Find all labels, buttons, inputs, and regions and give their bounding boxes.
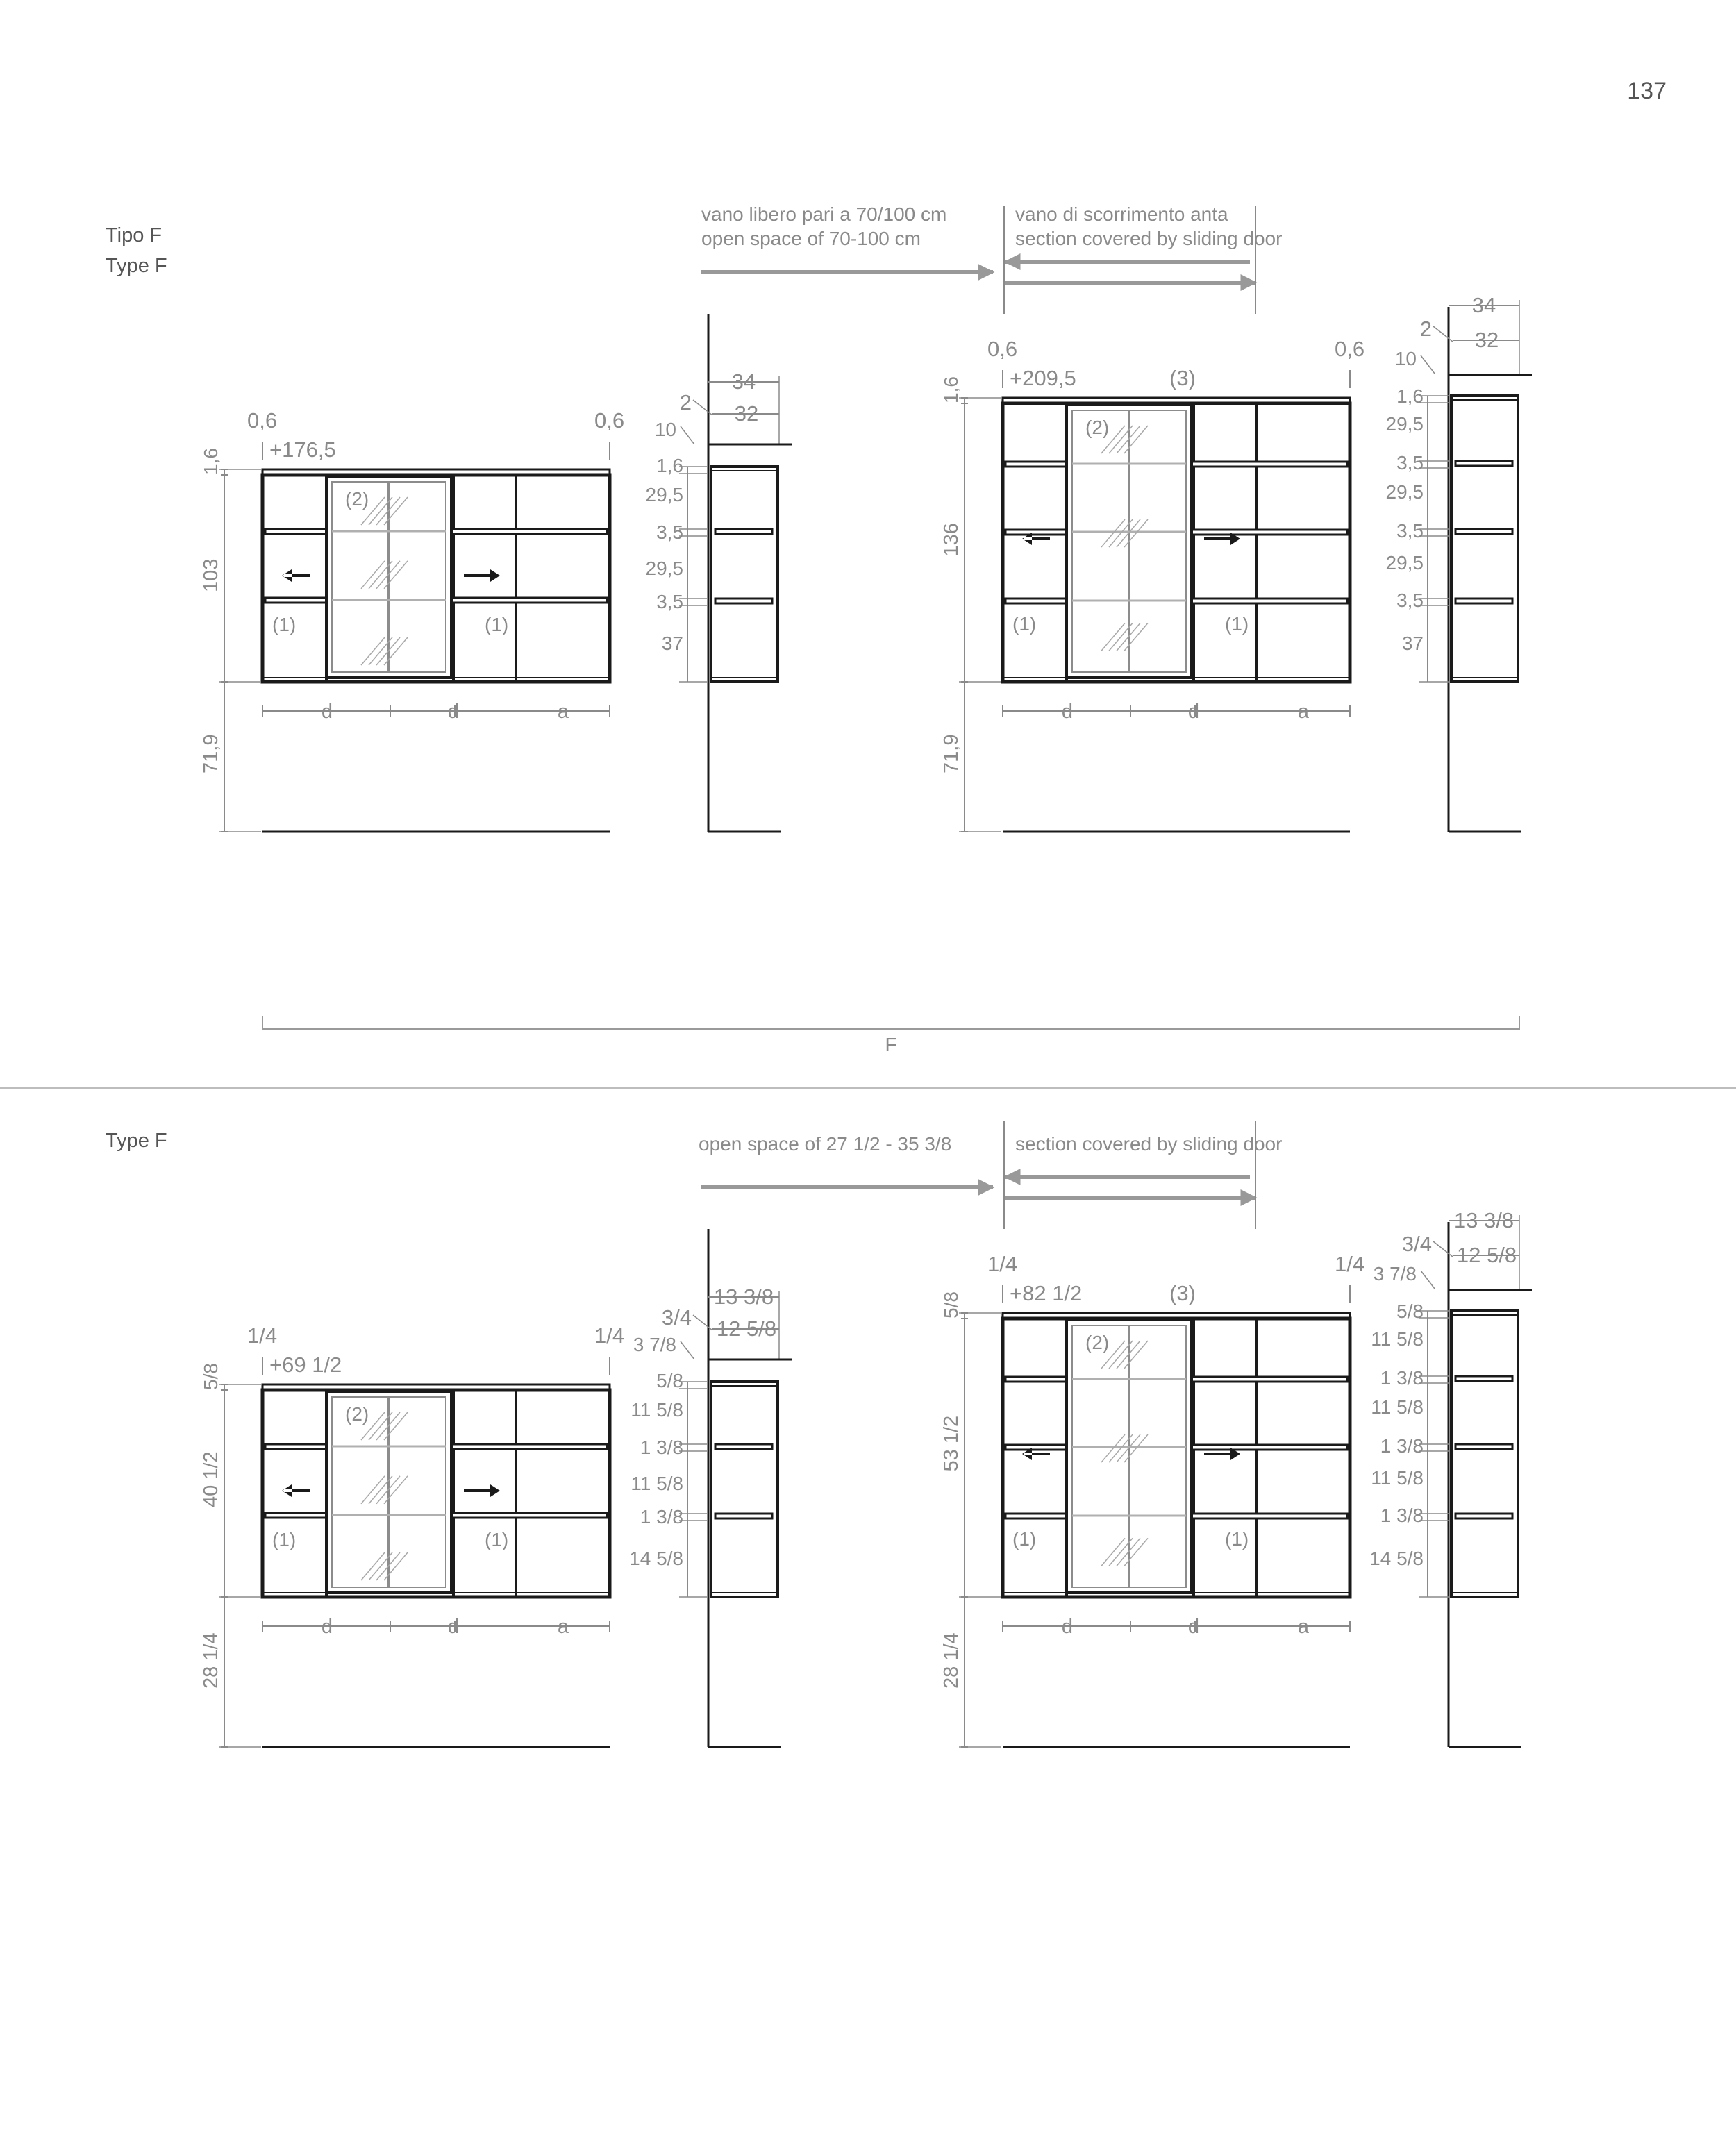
side-row-dimension-2: 11 5/8 xyxy=(631,1399,683,1421)
open-space-note-it: vano libero pari a 70/100 cm xyxy=(701,203,947,225)
side-row-dimension-3: 1 3/8 xyxy=(640,1437,683,1458)
side-shelf-2 xyxy=(715,1514,772,1518)
width-label-d1: d xyxy=(321,1616,333,1638)
leg-height-dimension: 28 1/4 xyxy=(200,1632,222,1689)
depth-outer-value: 13 3/8 xyxy=(713,1284,774,1309)
side-row-dimension-3: 3,5 xyxy=(1396,452,1424,474)
back-offset-leader xyxy=(1433,1241,1453,1257)
top-thickness-dimension: 5/8 xyxy=(200,1363,222,1390)
leg-height-dimension: 71,9 xyxy=(200,734,222,773)
overall-height: +69 1/2 xyxy=(269,1353,342,1377)
note-marker-3: (3) xyxy=(1169,366,1196,390)
depth-inner-value: 12 5/8 xyxy=(716,1316,777,1341)
top-right-offset: 0,6 xyxy=(1335,337,1365,361)
top-gap-value: 3 7/8 xyxy=(1373,1263,1417,1284)
side-row-dimension-6: 29,5 xyxy=(1385,552,1424,574)
side-row-dimension-7: 1 3/8 xyxy=(1380,1505,1424,1526)
depth-outer-value: 34 xyxy=(1471,293,1496,317)
side-carcass xyxy=(711,1382,778,1597)
top-gap-leader xyxy=(681,426,694,444)
side-row-dimension-6: 14 5/8 xyxy=(629,1548,683,1569)
side-shelf-3 xyxy=(1455,599,1512,603)
top-left-offset: 0,6 xyxy=(247,408,278,433)
back-offset-leader xyxy=(693,400,712,415)
width-label-d2: d xyxy=(1187,701,1200,723)
side-row-dimension-4: 11 5/8 xyxy=(1371,1396,1424,1418)
glass-door-label: (2) xyxy=(1085,417,1110,438)
front-elevation-large xyxy=(940,337,1364,832)
sliding-note-imperial: section covered by sliding door xyxy=(1015,1133,1283,1155)
compartment-label-left: (1) xyxy=(272,614,297,635)
glass-door-label: (2) xyxy=(345,488,369,510)
top-gap-value: 10 xyxy=(1394,348,1417,369)
side-row-dimension-8: 37 xyxy=(1401,633,1424,654)
body-height-dimension: 40 1/2 xyxy=(200,1451,222,1507)
side-carcass xyxy=(1451,1311,1518,1597)
compartment-label-right: (1) xyxy=(1225,613,1249,635)
overall-height: +176,5 xyxy=(269,437,336,462)
top-thickness-dimension: 1,6 xyxy=(940,376,962,403)
open-space-note-en: open space of 70-100 cm xyxy=(701,228,921,249)
heading-type-f-imperial: Type F xyxy=(106,1130,167,1152)
body-height-dimension: 136 xyxy=(940,523,962,557)
back-offset-leader xyxy=(693,1315,712,1330)
side-row-dimension-1: 1,6 xyxy=(1396,385,1424,407)
top-gap-leader xyxy=(1421,355,1435,374)
side-shelf-2 xyxy=(1455,529,1512,534)
side-row-dimension-1: 1,6 xyxy=(656,455,683,476)
heading-type-f: Type F xyxy=(106,255,167,277)
top-left-offset: 0,6 xyxy=(987,337,1018,361)
side-row-dimension-3: 3,5 xyxy=(656,521,683,543)
side-row-dimension-5: 3,5 xyxy=(656,591,683,612)
side-row-dimension-5: 1 3/8 xyxy=(640,1506,683,1528)
width-label-a: a xyxy=(557,701,569,723)
depth-inner-value: 32 xyxy=(1474,328,1499,352)
side-shelf-1 xyxy=(715,529,772,534)
back-offset-value: 2 xyxy=(679,390,692,415)
depth-outer-value: 34 xyxy=(731,369,756,394)
top-gap-leader xyxy=(1421,1271,1435,1289)
top-gap-value: 3 7/8 xyxy=(633,1334,676,1355)
slide-left-arrow xyxy=(282,569,310,582)
glass-door-label: (2) xyxy=(1085,1332,1110,1353)
page-number: 137 xyxy=(1627,78,1667,104)
side-row-dimension-3: 1 3/8 xyxy=(1380,1367,1424,1389)
sliding-note-it: vano di scorrimento anta xyxy=(1015,203,1228,225)
top-right-offset: 1/4 xyxy=(594,1323,625,1348)
width-label-d2: d xyxy=(447,701,460,723)
front-elevation-small xyxy=(200,408,624,832)
side-row-dimension-2: 29,5 xyxy=(1385,413,1424,435)
side-carcass xyxy=(1451,396,1518,682)
side-row-dimension-4: 11 5/8 xyxy=(631,1473,683,1494)
compartment-label-right: (1) xyxy=(485,614,509,635)
side-row-dimension-1: 5/8 xyxy=(1396,1300,1424,1322)
body-height-dimension: 53 1/2 xyxy=(940,1415,962,1472)
top-thickness-dimension: 1,6 xyxy=(200,448,222,475)
depth-inner-value: 32 xyxy=(734,401,759,426)
width-label-d1: d xyxy=(1061,1616,1074,1638)
top-right-offset: 0,6 xyxy=(594,408,625,433)
top-left-offset: 1/4 xyxy=(247,1323,278,1348)
side-row-dimension-8: 14 5/8 xyxy=(1369,1548,1424,1569)
top-thickness-dimension: 5/8 xyxy=(940,1291,962,1319)
side-shelf-1 xyxy=(1455,1376,1512,1381)
drawings-layer xyxy=(200,206,1532,1747)
width-label-a: a xyxy=(557,1616,569,1638)
total-width-label: F xyxy=(885,1034,897,1055)
width-label-d2: d xyxy=(1187,1616,1200,1638)
width-label-d1: d xyxy=(321,701,333,723)
side-section-large xyxy=(1386,293,1533,832)
back-offset-value: 3/4 xyxy=(1401,1232,1432,1256)
side-row-dimension-2: 29,5 xyxy=(645,484,683,505)
depth-outer-value: 13 3/8 xyxy=(1453,1208,1514,1232)
open-space-note-imperial: open space of 27 1/2 - 35 3/8 xyxy=(699,1133,952,1155)
top-gap-leader xyxy=(681,1341,694,1359)
compartment-label-left: (1) xyxy=(1012,613,1037,635)
side-shelf-3 xyxy=(1455,1514,1512,1518)
top-gap-value: 10 xyxy=(654,419,676,440)
width-label-a: a xyxy=(1297,701,1310,723)
leg-height-dimension: 71,9 xyxy=(940,734,962,773)
side-row-dimension-6: 11 5/8 xyxy=(1371,1467,1424,1489)
width-label-d1: d xyxy=(1061,701,1074,723)
note-marker-3: (3) xyxy=(1169,1281,1196,1305)
slide-right-arrow xyxy=(464,1484,500,1497)
side-shelf-2 xyxy=(715,599,772,603)
overall-height: +82 1/2 xyxy=(1010,1281,1083,1305)
back-offset-value: 3/4 xyxy=(661,1305,692,1330)
front-elevation-large xyxy=(940,1252,1364,1747)
side-section-small xyxy=(629,1229,792,1747)
compartment-label-right: (1) xyxy=(485,1529,509,1550)
side-carcass xyxy=(711,467,778,682)
side-row-dimension-7: 3,5 xyxy=(1396,589,1424,611)
overall-height: +209,5 xyxy=(1010,366,1076,390)
heading-tipo-f: Tipo F xyxy=(106,224,162,246)
sliding-note-en: section covered by sliding door xyxy=(1015,228,1283,249)
total-width-bracket xyxy=(262,1016,1519,1029)
side-row-dimension-5: 1 3/8 xyxy=(1380,1435,1424,1457)
side-row-dimension-4: 29,5 xyxy=(1385,481,1424,503)
front-elevation-small xyxy=(200,1323,624,1747)
body-height-dimension: 103 xyxy=(200,558,222,592)
side-shelf-1 xyxy=(715,1444,772,1449)
side-row-dimension-2: 11 5/8 xyxy=(1371,1328,1424,1350)
compartment-label-right: (1) xyxy=(1225,1528,1249,1550)
side-shelf-2 xyxy=(1455,1444,1512,1449)
side-row-dimension-5: 3,5 xyxy=(1396,520,1424,542)
side-row-dimension-1: 5/8 xyxy=(656,1370,683,1391)
slide-left-arrow xyxy=(282,1484,310,1497)
compartment-label-left: (1) xyxy=(1012,1528,1037,1550)
width-label-d2: d xyxy=(447,1616,460,1638)
top-left-offset: 1/4 xyxy=(987,1252,1018,1276)
back-offset-value: 2 xyxy=(1419,317,1432,341)
leg-height-dimension: 28 1/4 xyxy=(940,1632,962,1689)
top-right-offset: 1/4 xyxy=(1335,1252,1365,1276)
side-row-dimension-6: 37 xyxy=(661,633,683,654)
side-section-large xyxy=(1369,1208,1532,1747)
depth-inner-value: 12 5/8 xyxy=(1456,1243,1517,1267)
glass-door-label: (2) xyxy=(345,1403,369,1425)
side-shelf-1 xyxy=(1455,461,1512,466)
side-row-dimension-4: 29,5 xyxy=(645,558,683,579)
slide-right-arrow xyxy=(464,569,500,582)
compartment-label-left: (1) xyxy=(272,1529,297,1550)
back-offset-leader xyxy=(1433,326,1453,342)
width-label-a: a xyxy=(1297,1616,1310,1638)
side-section-small xyxy=(646,314,792,832)
